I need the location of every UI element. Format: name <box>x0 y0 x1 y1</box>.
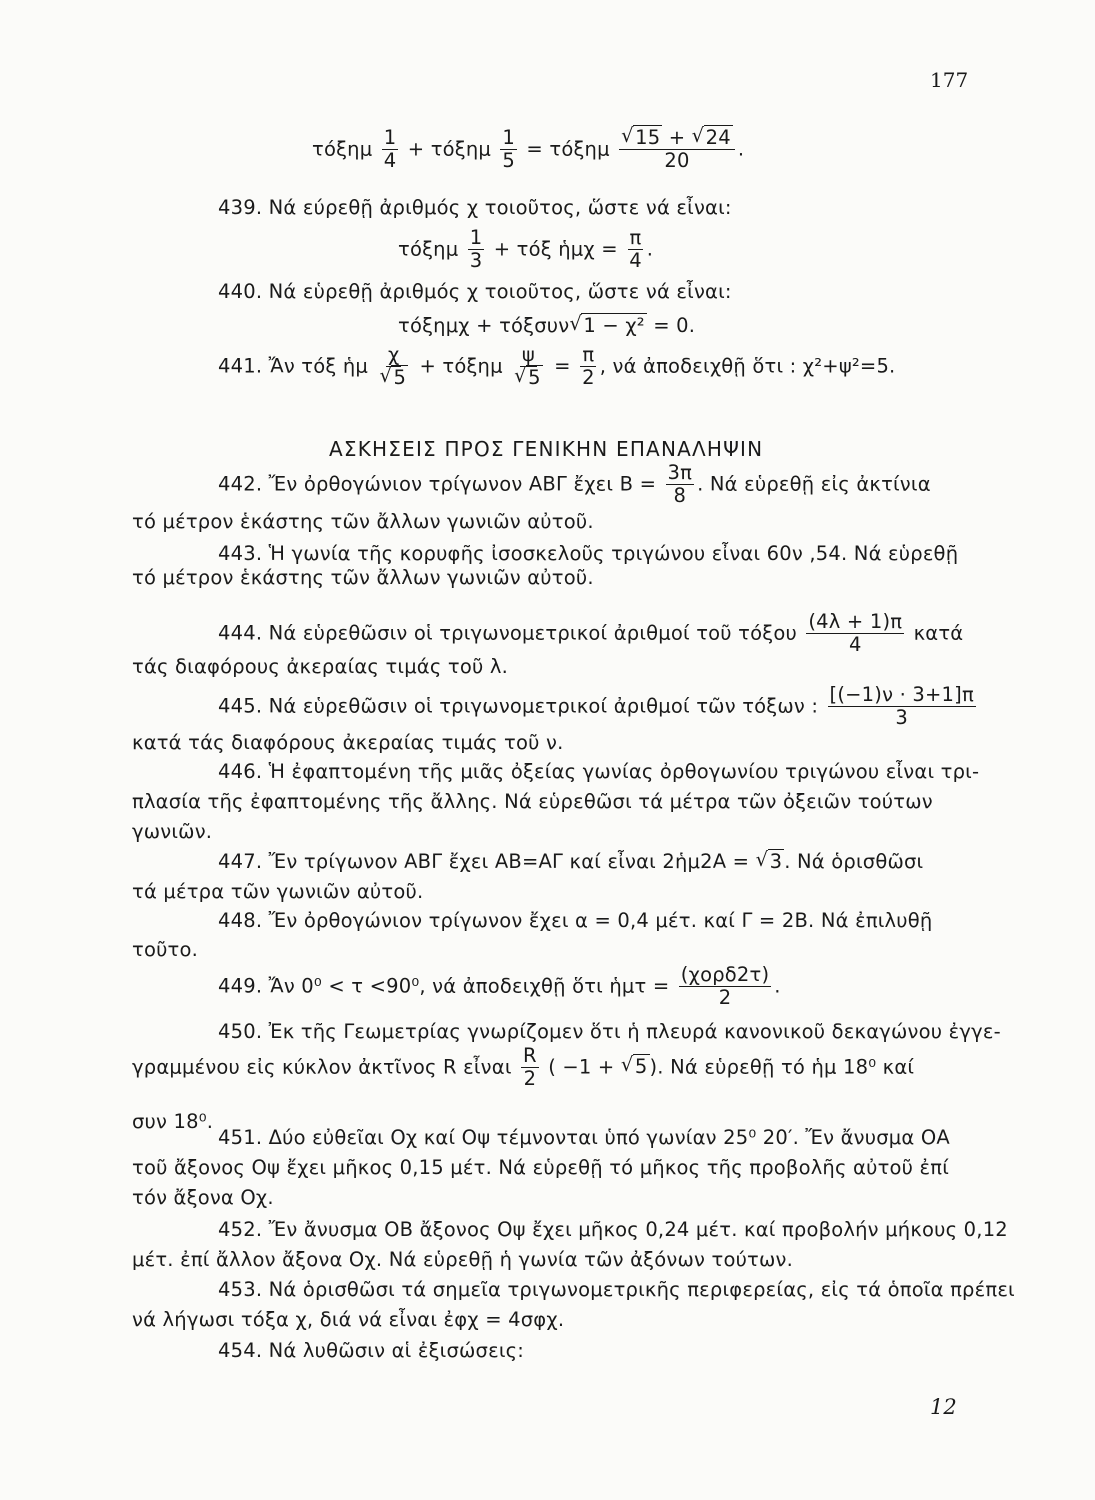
exercise-446-line3: γωνιῶν. <box>132 820 213 843</box>
exercise-451-line3: τόν ἄξονα Οχ. <box>132 1186 274 1209</box>
exercise-453-line2: νά λήγωσι τόξα χ, διά νά εἶναι ἐφχ = 4σφχ. <box>132 1308 565 1331</box>
exercise-442: 442. Ἔν ὀρθογώνιον τρίγωνον ΑΒΓ ἔχει Β = $\frac{3\pi}{8}$ . Νά εὑρεθῇ εἰς ἀκτίνια <box>218 461 931 508</box>
exercise-439-equation: τόξημ $\frac{1}{3}$ + τόξ ἡμχ = $\frac{\pi}{4}$ . <box>398 226 654 273</box>
page-number: 177 <box>930 68 969 92</box>
exercise-452: 452. Ἔν ἄνυσμα ΟΒ ἄξονος Οψ ἔχει μῆκος 0,24 μέτ. καί προβολήν μήκους 0,12 <box>218 1218 1008 1241</box>
exercise-442-line2: τό μέτρον ἑκάστης τῶν ἄλλων γωνιῶν αὐτοῦ. <box>132 510 594 533</box>
exercise-443: 443. Ἡ γωνία τῆς κορυφῆς ἰσοσκελοῦς τριγώνου εἶναι 60ν ,54. Νά εὑρεθῇ <box>218 542 959 565</box>
exercise-451: 451. Δύο εὐθεῖαι Οχ καί Οψ τέμνονται ὑπό γωνίαν 25⁰ 20′. Ἔν ἄνυσμα ΟΑ <box>218 1126 950 1149</box>
exercise-448: 448. Ἔν ὀρθογώνιον τρίγωνον ἔχει α = 0,4 μέτ. καί Γ = 2Β. Νά ἐπιλυθῇ <box>218 909 933 932</box>
exercise-441: 441. Ἄν τόξ ἡμ χ √ 5 + τόξημ ψ √ 5 = $\frac{\pi}{2}$ , νά ἀποδειχθῇ ὅτι : χ²+ψ²=5. <box>218 343 896 390</box>
exercise-446: 446. Ἡ ἐφαπτομένη τῆς μιᾶς ὀξείας γωνίας ὀρθογωνίου τριγώνου εἶναι τρι- <box>218 760 980 783</box>
exercise-447: 447. Ἔν τρίγωνον ΑΒΓ ἔχει ΑΒ=ΑΓ καί εἶναι 2ἡμ2Α = √ 3 . Νά ὁρισθῶσι <box>218 848 924 873</box>
exercise-453: 453. Νά ὁρισθῶσι τά σημεῖα τριγωνομετρικῆς περιφερείας, εἰς τά ὁποῖα πρέπει <box>218 1278 1015 1301</box>
exercise-444: 444. Νά εὑρεθῶσιν οἱ τριγωνομετρικοί ἀριθμοί τοῦ τόξου $\frac{(4\lambda + 1)\pi}{4}$ κατά <box>218 610 964 657</box>
exercise-454: 454. Νά λυθῶσιν αἱ ἐξισώσεις: <box>218 1339 525 1362</box>
exercise-452-line2: μέτ. ἐπί ἄλλον ἄξονα Οχ. Νά εὑρεθῇ ἡ γωνία τῶν ἀξόνων τούτων. <box>132 1248 794 1271</box>
exercise-450-line3: συν 18⁰. <box>132 1110 214 1133</box>
exercise-444-line2: τάς διαφόρους ἀκεραίας τιμάς τοῦ λ. <box>132 655 508 678</box>
exercise-446-line2: πλασία τῆς ἐφαπτομένης τῆς ἄλλης. Νά εὑρεθῶσι τά μέτρα τῶν ὀξειῶν τούτων <box>132 790 933 813</box>
section-heading: ΑΣΚΗΣΕΙΣ ΠΡΟΣ ΓΕΝΙΚΗΝ ΕΠΑΝΑΛΗΨΙΝ <box>329 437 764 461</box>
exercise-445: 445. Νά εὑρεθῶσιν οἱ τριγωνομετρικοί ἀριθμοί τῶν τόξων : $\frac{[(-1)\nu \cdot 3+1]\pi}{3}$ <box>218 683 974 730</box>
exercise-451-line2: τοῦ ἄξονος Οψ ἔχει μῆκος 0,15 μέτ. Νά εὑρεθῇ τό μῆκος τῆς προβολῆς αὐτοῦ ἐπί <box>132 1156 950 1179</box>
sheet-number: 12 <box>930 1395 957 1419</box>
exercise-445-line2: κατά τάς διαφόρους ἀκεραίας τιμάς τοῦ ν. <box>132 731 564 754</box>
exercise-447-line2: τά μέτρα τῶν γωνιῶν αὐτοῦ. <box>132 880 424 903</box>
equation-top: τόξημ $\frac{1}{4}$ + τόξημ $\frac{1}{5}$ = τόξημ √ 15 + √ 24 20 . <box>312 124 745 173</box>
exercise-450: 450. Ἐκ τῆς Γεωμετρίας γνωρίζομεν ὅτι ἡ πλευρά κανονικοῦ δεκαγώνου ἐγγε- <box>218 1020 1001 1043</box>
exercise-440: 440. Νά εὑρεθῇ ἀριθμός χ τοιοῦτος, ὥστε νά εἶναι: <box>218 280 732 303</box>
exercise-439: 439. Νά εύρεθῇ ἀριθμός χ τοιοῦτος, ὥστε νά εἶναι: <box>218 196 732 219</box>
exercise-443-line2: τό μέτρον ἑκάστης τῶν ἄλλων γωνιῶν αὐτοῦ. <box>132 566 594 589</box>
exercise-448-line2: τοῦτο. <box>132 938 199 961</box>
exercise-450-line2: γραμμένου εἰς κύκλον ἀκτῖνος R εἶναι $\frac{R}{2}$ ( −1 + √ 5 ). Νά εὑρεθῇ τό ἡμ 18⁰ καί <box>132 1044 915 1091</box>
exercise-449: 449. Ἄν 0⁰ < τ <90⁰, νά ἀποδειχθῇ ὅτι ἡμτ = $\frac{\text{(χορδ2τ)}}{2}$ . <box>218 963 781 1010</box>
exercise-440-equation: τόξημχ + τόξσυν √ 1 − χ² = 0. <box>398 312 696 337</box>
